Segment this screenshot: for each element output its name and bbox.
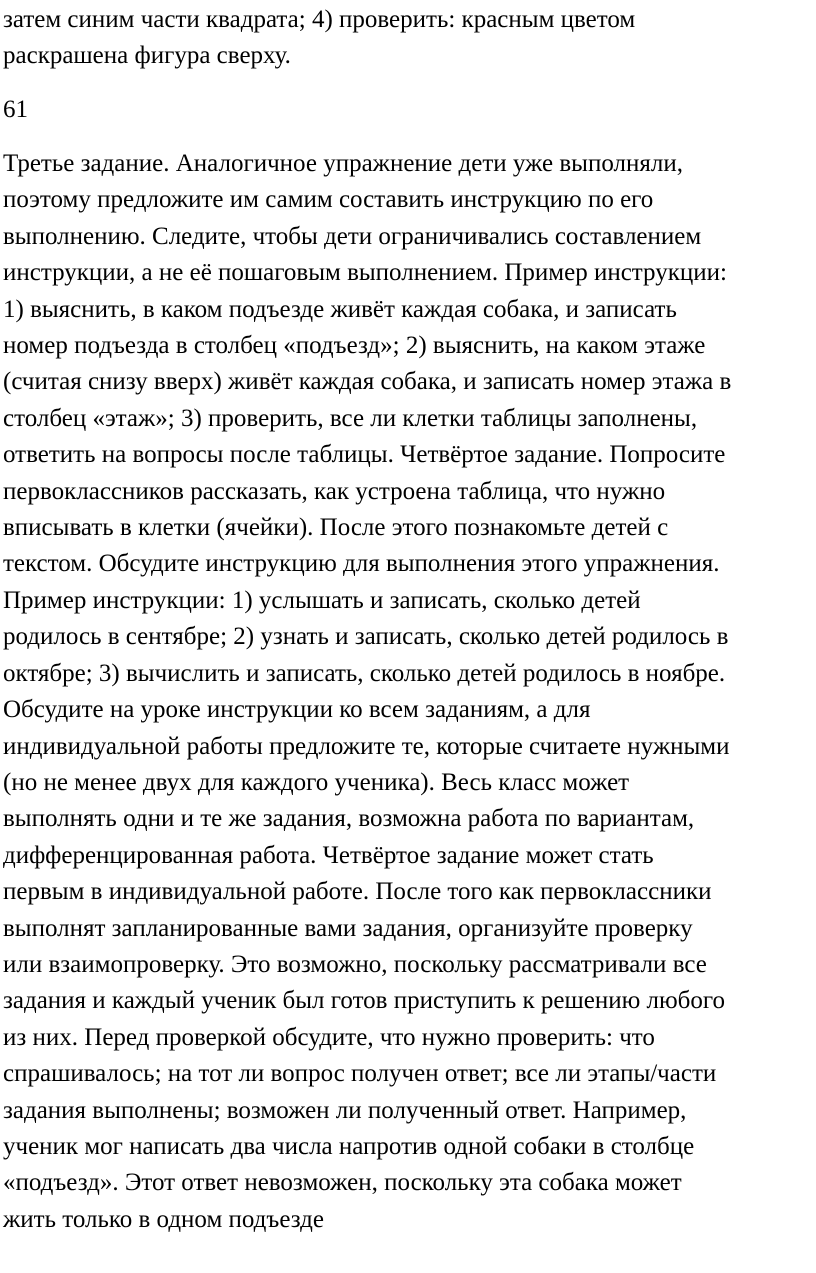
text-line: столбец «этаж»; 3) проверить, все ли клетки таблицы заполнены, [3, 404, 698, 432]
text-line: инструкции, а не её пошаговым выполнением. Пример инструкции: [3, 259, 727, 287]
text-line: ответить на вопросы после таблицы. Четвёртое задание. Попросите [3, 441, 726, 469]
text-line: выполнят запланированные вами задания, организуйте проверку [3, 914, 693, 942]
text-line: индивидуальной работы предложите те, которые считаете нужными [3, 732, 730, 760]
text-line: первым в индивидуальной работе. После того как первоклассники [3, 878, 712, 906]
text-line: Обсудите на уроке инструкции ко всем заданиям, а для [3, 696, 591, 724]
text-line: родилось в сентябре; 2) узнать и записать, сколько детей родилось в [3, 623, 729, 651]
text-line: дифференцированная работа. Четвёртое задание может стать [3, 841, 654, 869]
main-paragraph [3, 146, 731, 1238]
text-line: задания выполнены; возможен ли полученный ответ. Например, [3, 1096, 687, 1124]
text-line: спрашивалось; на тот ли вопрос получен ответ; все ли этапы/части [3, 1060, 717, 1088]
text-line: «подъезд». Этот ответ невозможен, поскольку эта собака может [3, 1169, 682, 1197]
text-line: жить только в одном подъезде [3, 1205, 324, 1233]
text-line: номер подъезда в столбец «подъезд»; 2) выяснить, на каком этаже [3, 332, 706, 360]
page-number: 61 [3, 96, 28, 123]
text-line: из них. Перед проверкой обсудите, что нужно проверить: что [3, 1023, 655, 1051]
text-line: поэтому предложите им самим составить инструкцию по его [3, 186, 654, 214]
text-line: 1) выяснить, в каком подъезде живёт каждая собака, и записать [3, 295, 677, 323]
text-line: октябре; 3) вычислить и записать, сколько детей родилось в ноябре. [3, 659, 726, 687]
text-line: первоклассников рассказать, как устроена таблица, что нужно [3, 477, 666, 505]
text-line: вписывать в клетки (ячейки). После этого познакомьте детей с [3, 514, 669, 542]
text-line: задания и каждый ученик был готов приступить к решению любого [3, 987, 726, 1015]
text-line: Пример инструкции: 1) услышать и записать, сколько детей [3, 586, 641, 614]
text-line: затем синим части квадрата; 4) проверить: красным цветом [3, 6, 636, 33]
text-line: выполнению. Следите, чтобы дети ограничивались составлением [3, 222, 702, 250]
text-line: выполнять одни и те же задания, возможна работа по вариантам, [3, 805, 695, 833]
text-line: (считая снизу вверх) живёт каждая собака, и записать номер этажа в [3, 368, 732, 396]
intro-paragraph [3, 2, 635, 75]
text-line: Третье задание. Аналогичное упражнение дети уже выполняли, [3, 150, 683, 177]
text-line: раскрашена фигура сверху. [3, 42, 291, 70]
text-line: (но не менее двух для каждого ученика). Весь класс может [3, 768, 630, 796]
text-line: или взаимопроверку. Это возможно, поскольку рассматривали все [3, 950, 707, 978]
text-line: ученик мог написать два числа напротив одной собаки в столбце [3, 1132, 695, 1160]
text-line: текстом. Обсудите инструкцию для выполнения этого упражнения. [3, 550, 720, 578]
